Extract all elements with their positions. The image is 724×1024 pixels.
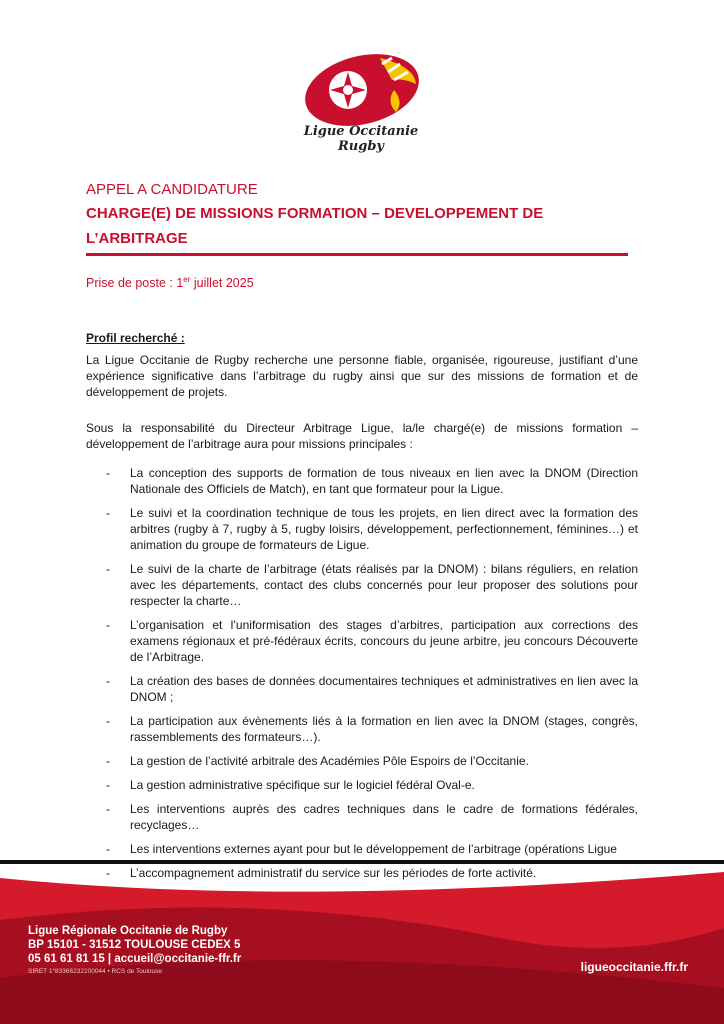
page-heading (86, 180, 646, 250)
list-item: - La gestion de l’activité arbitrale des Académies Pôle Espoirs de l’Occitanie. (106, 754, 529, 768)
missions-intro-paragraph: Sous la responsabilité du Directeur Arbitrage Ligue, la/le chargé(e) de missions formation – développement de l’arbitrage aura pour missions principales : (86, 421, 638, 451)
list-item: - L’accompagnement administratif du service sur les périodes de forte activité. (106, 866, 537, 880)
footer-contact[interactable]: 05 61 61 81 15 | accueil@occitanie-ffr.fr (28, 953, 242, 965)
position-title-line-1: CHARGE(E) DE MISSIONS FORMATION – DEVELOPPEMENT DE (86, 205, 544, 222)
list-item: - Les interventions externes ayant pour but le développement de l’arbitrage (opérations Ligue (106, 842, 617, 856)
list-item-text: Les interventions externes ayant pour but le développement de l’arbitrage (opérations Ligue (130, 842, 617, 856)
list-item-text: Le suivi et la coordination technique de tous les projets, en lien direct avec la formation des arbitres (rugby à 7, rugby à 5, rugby loisirs, développement, perfectionnement, féminines…) et animation du groupe de formateurs de Ligue. (130, 506, 638, 552)
footer-org-name: Ligue Régionale Occitanie de Rugby (28, 925, 228, 937)
footer-contact-block (28, 924, 241, 975)
page-footer (0, 858, 724, 1024)
list-item: - La conception des supports de formation de tous niveaux en lien avec la DNOM (Direction Nationale des Officiels de Match), en tant que formateur pour la Ligue. (106, 466, 638, 496)
list-item: - La participation aux évènements liés à la formation en lien avec la DNOM (stages, congrès, rassemblements des formateurs…). (106, 714, 638, 744)
profile-paragraph: La Ligue Occitanie de Rugby recherche une personne fiable, organisée, rigoureuse, justifiant d’une expérience significative dans l’arbitrage du rugby ainsi que sur des missions de formation et de développement de projets. (86, 353, 638, 399)
list-item: - Le suivi et la coordination technique de tous les projets, en lien direct avec la formation des arbitres (rugby à 7, rugby à 5, rugby loisirs, développement, perfectionnement, féminines…) et animation du groupe de formateurs de Ligue. (106, 506, 638, 552)
start-date-suffix: juillet 2025 (190, 276, 254, 291)
heading-divider (86, 253, 628, 256)
list-item: - L’organisation et l’uniformisation des stages d’arbitres, participation aux corrections des examens régionaux et pré-fédéraux écrits, concours du jeune arbitre, jeu concours Découverte de l’Arbitrage. (106, 618, 638, 664)
start-date (86, 275, 254, 290)
list-item-text: La gestion de l’activité arbitrale des Académies Pôle Espoirs de l’Occitanie. (130, 754, 529, 768)
list-item-text: Les interventions auprès des cadres techniques dans le cadre de formations fédérales, recyclages… (130, 802, 638, 832)
profile-heading: Profil recherché : (86, 331, 185, 345)
list-item-text: La création des bases de données documentaires techniques et administratives en lien avec la DNOM ; (130, 674, 638, 704)
list-item: - Le suivi de la charte de l’arbitrage (états réalisés par la DNOM) : bilans réguliers, en relation avec les départements, contact des clubs concernés pour leur proposer des solutions pour respecter la charte… (106, 562, 638, 608)
list-item: - Les interventions auprès des cadres techniques dans le cadre de formations fédérales, recyclages… (106, 802, 638, 832)
call-for-applications-title: APPEL A CANDIDATURE (86, 181, 258, 198)
list-item-text: La conception des supports de formation de tous niveaux en lien avec la DNOM (Direction Nationale des Officiels de Match), en tant que formateur pour la Ligue. (130, 466, 638, 496)
list-item-text: Le suivi de la charte de l’arbitrage (états réalisés par la DNOM) : bilans réguliers, en relation avec les départements, contact des clubs concernés pour leur proposer des solutions pour respecter la charte… (130, 562, 638, 608)
logo-text: Ligue Occitanie Rugby (303, 124, 419, 154)
footer-address: BP 15101 - 31512 TOULOUSE CEDEX 5 (28, 939, 241, 951)
footer-legal: SIRET 1°83366232200044 • RCS de Toulouse (28, 968, 163, 975)
list-item-text: La gestion administrative spécifique sur le logiciel fédéral Oval-e. (130, 778, 475, 792)
list-item-text: L’accompagnement administratif du service sur les périodes de forte activité. (130, 866, 537, 880)
list-item: - La création des bases de données documentaires techniques et administratives en lien avec la DNOM ; (106, 674, 638, 704)
footer-website-link[interactable]: ligueoccitanie.ffr.fr (580, 960, 688, 974)
list-item-text: L’organisation et l’uniformisation des stages d’arbitres, participation aux corrections des examens régionaux et pré-fédéraux écrits, concours du jeune arbitre, jeu concours Découverte de l’Arbitrage. (130, 618, 638, 664)
missions-list (86, 465, 638, 889)
start-date-prefix: Prise de poste : 1 (86, 276, 184, 291)
list-item: - La gestion administrative spécifique sur le logiciel fédéral Oval-e. (106, 778, 475, 792)
list-item-text: La participation aux évènements liés à la formation en lien avec la DNOM (stages, congrès, rassemblements des formateurs…). (130, 714, 638, 744)
start-date-sup: er (183, 275, 191, 284)
rugby-ball-logo-icon (296, 50, 426, 130)
position-title-line-2: L’ARBITRAGE (86, 230, 188, 247)
